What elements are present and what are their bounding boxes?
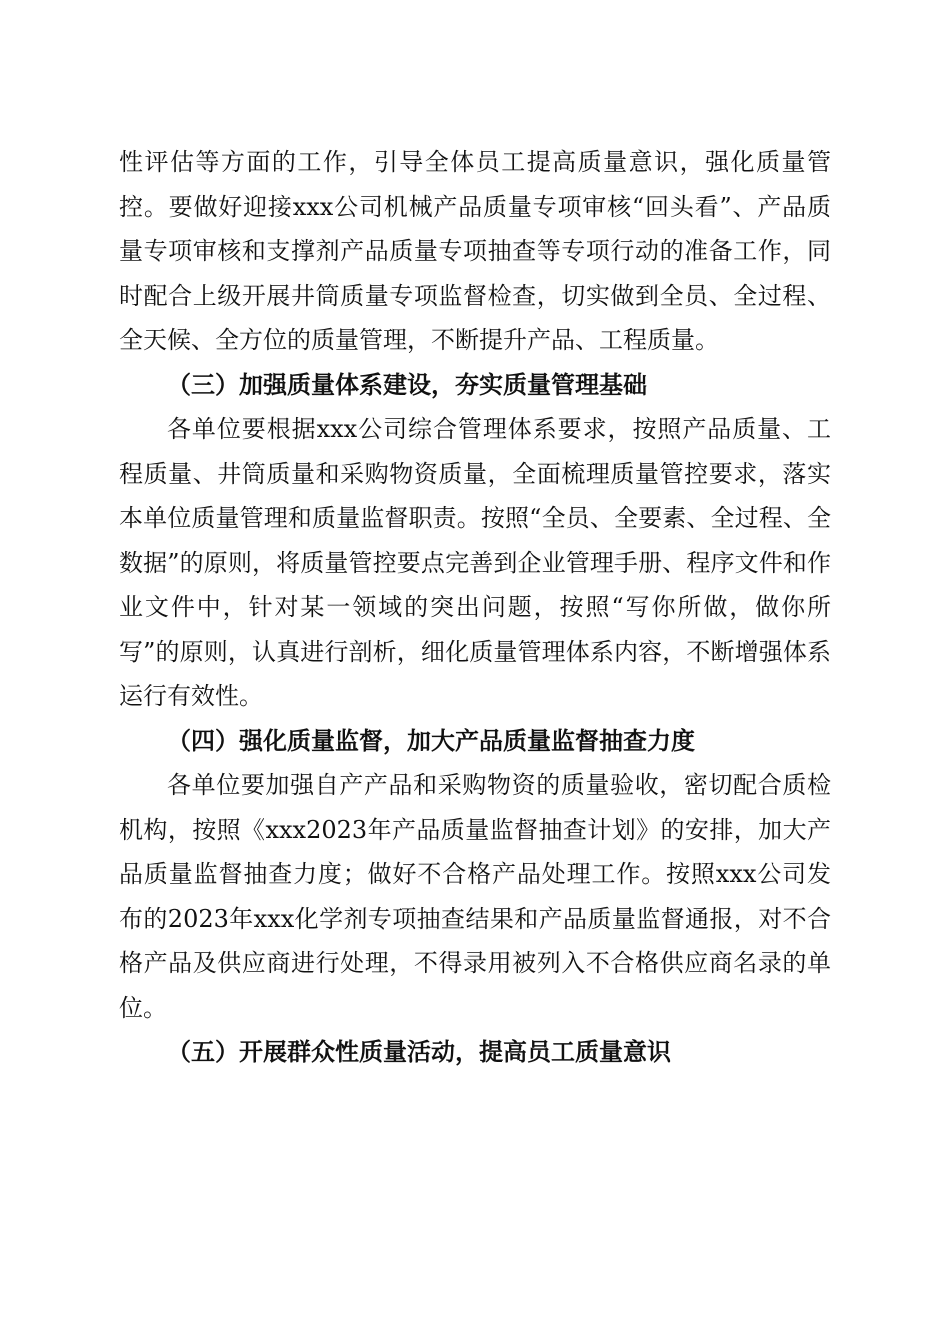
paragraph-quality-supervision: 各单位要加强自产产品和采购物资的质量验收，密切配合质检机构，按照《xxx2023年产品质量监督抽查计划》的安排，加大产品质量监督抽查力度；做好不合格产品处理工作。按照xxx公司发布的2023年xxx化学剂专项抽查结果和产品质量监督通报，对不合格产品及供应商进行处理，不得录用被列入不合格供应商名录的单位。: [119, 771, 831, 1022]
document-body: [119, 140, 831, 1075]
section-heading-three: （三）加强质量体系建设，夯实质量管理基础: [167, 369, 647, 399]
paragraph-quality-control-continued: 性评估等方面的工作，引导全体员工提高质量意识，强化质量管控。要做好迎接xxx公司机械产品质量专项审核“回头看”、产品质量专项审核和支撑剂产品质量专项抽查等专项行动的准备工作，同时配合上级开展井筒质量专项监督检查，切实做到全员、全过程、全天候、全方位的质量管理，不断提升产品、工程质量。: [119, 148, 831, 354]
paragraph-quality-system: 各单位要根据xxx公司综合管理体系要求，按照产品质量、工程质量、井筒质量和采购物资质量，全面梳理质量管控要求，落实本单位质量管理和质量监督职责。按照“全员、全要素、全过程、全数据”的原则，将质量管控要点完善到企业管理手册、程序文件和作业文件中，针对某一领域的突出问题，按照“写你所做，做你所写”的原则，认真进行剖析，细化质量管理体系内容，不断增强体系运行有效性。: [119, 415, 831, 710]
section-heading-four: （四）强化质量监督，加大产品质量监督抽查力度: [167, 725, 695, 755]
section-heading-five: （五）开展群众性质量活动，提高员工质量意识: [167, 1037, 671, 1066]
